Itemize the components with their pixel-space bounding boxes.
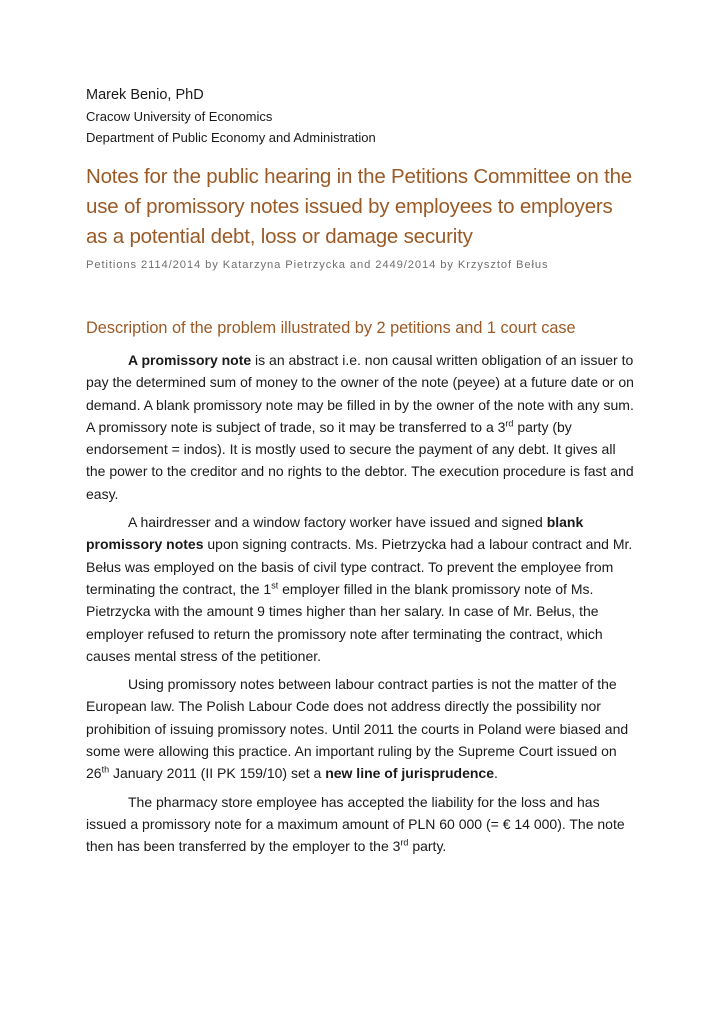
bold-term: A promissory note (128, 352, 252, 368)
bold-term: new line of jurisprudence (325, 765, 494, 782)
paragraph-petition-cases (86, 511, 638, 667)
paragraph-text: party (by endorsement = indos). It is mostly used to secure the payment of any debt. It gives all the power to the creditor and no rights to the debtor. The execution procedure is fast and easy. (86, 418, 634, 502)
paragraph-text: party. (408, 838, 447, 855)
paragraph-text: A hairdresser and a window factory worker have issued and signed (128, 514, 547, 531)
author-name: Marek Benio, PhD (86, 87, 204, 103)
paragraph-text: January 2011 (II PK 159/10) set a (109, 765, 326, 782)
department-name: Department of Public Economy and Administration (86, 130, 376, 145)
paragraph-text: . (494, 765, 498, 782)
university-name: Cracow University of Economics (86, 109, 273, 124)
superscript: rd (505, 418, 514, 429)
paragraph-text: The pharmacy store employee has accepted the liability for the loss and has issued a promissory note for a maximum amount of PLN 60 000 (= € 14 000). The note then has been transferred by the employer to the 3 (86, 793, 625, 855)
superscript: rd (400, 837, 409, 848)
superscript: st (271, 580, 279, 591)
paragraph-legal-context (86, 673, 638, 784)
paragraph-text: is an abstract i.e. non causal written obligation of an issuer to pay the determined sum of money to the owner of the note (peyee) at a future date or on demand. A blank promissory note may be filled in by the owner of the note with any sum. A promissory note is subject of trade, so it may be transferred to a 3 (86, 352, 634, 435)
paragraph-court-case (86, 791, 638, 858)
section-heading: Description of the problem illustrated by 2 petitions and 1 court case (86, 319, 576, 337)
paragraph-text: employer filled in the blank promissory note of Ms. Pietrzycka with the amount 9 times higher than her salary. In case of Mr. Bełus, the employer refused to return the promissory note after terminating the contract, which causes mental stress of the petitioner. (86, 580, 603, 664)
paragraph-promissory-note-definition (86, 349, 638, 505)
paragraph-text: Using promissory notes between labour contract parties is not the matter of the European law. The Polish Labour Code does not address directly the possibility nor prohibition of issuing promissory notes. Until 2011 the courts in Poland were biased and some were allowing this practice. An important ruling by the Supreme Court issued on 26 (86, 676, 629, 782)
bold-term: blank promissory notes (86, 514, 584, 553)
document-subtitle: Petitions 2114/2014 by Katarzyna Pietrzycka and 2449/2014 by Krzysztof Bełus (86, 259, 549, 271)
document-title: Notes for the public hearing in the Petitions Committee on the use of promissory notes issued by employees to employers as a potential debt, loss or damage security (86, 165, 632, 248)
document-page (86, 84, 638, 858)
paragraph-text: upon signing contracts. Ms. Pietrzycka had a labour contract and Mr. Bełus was employed on the basis of civil type contract. To prevent the employee from terminating the contract, the 1 (86, 536, 633, 597)
superscript: th (101, 764, 110, 775)
